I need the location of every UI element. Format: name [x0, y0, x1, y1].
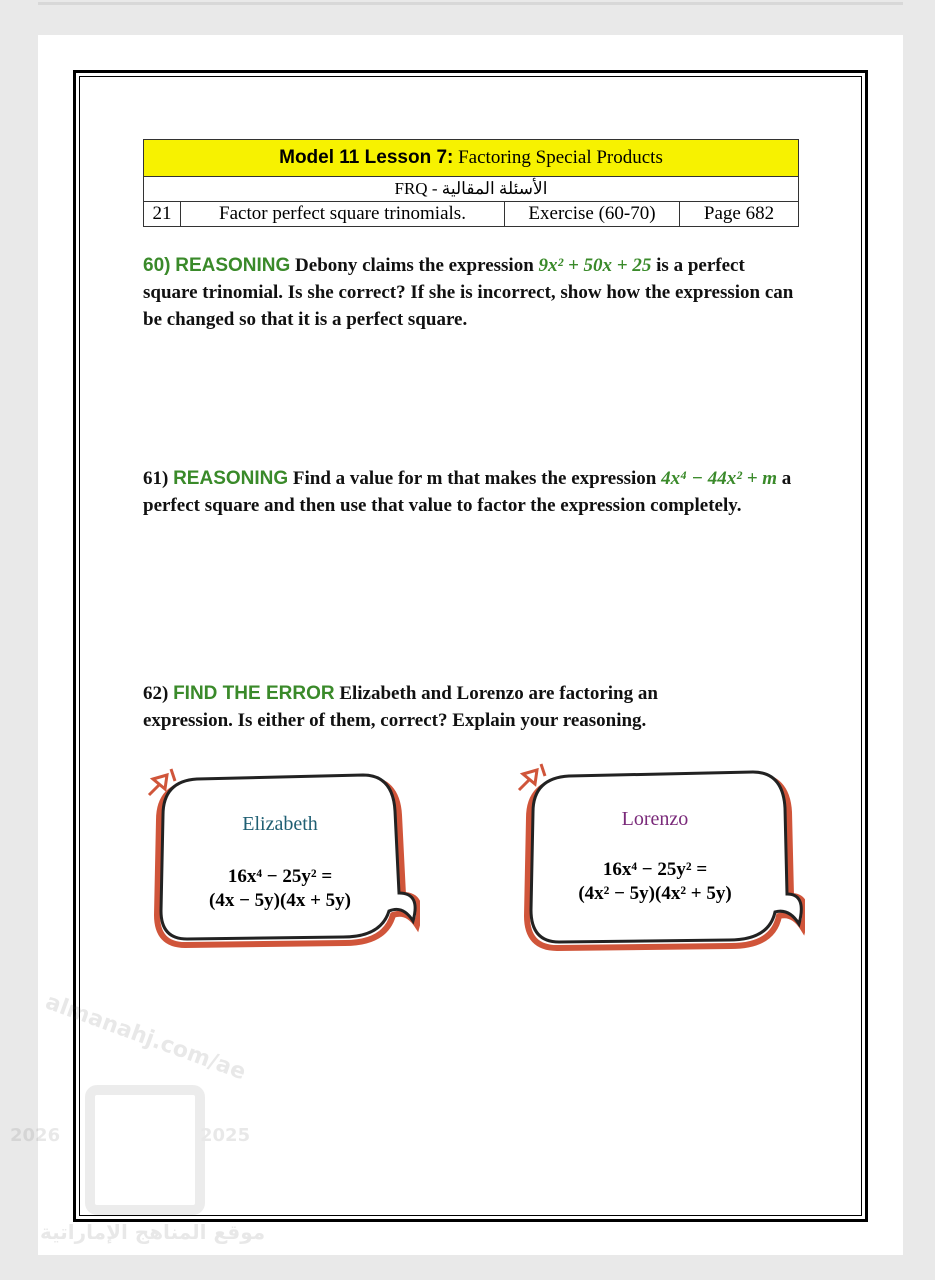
speech-bubble-elizabeth [145, 765, 420, 950]
question-62: 62) FIND THE ERROR Elizabeth and Lorenzo are factoring an expression. Is either of them, correct? Explain your reasoning. [143, 683, 658, 731]
exercise-range: Exercise (60-70) [505, 202, 680, 227]
speech-bubble-lorenzo [515, 760, 805, 955]
question-61: 61) REASONING Find a value for m that makes the expression 4x⁴ − 44x² + m a perfect square and then use that value to factor the expression completely. [143, 468, 792, 516]
page-number: Page 682 [680, 202, 799, 227]
lesson-header-table [143, 139, 799, 227]
bubble-shape [145, 765, 420, 950]
top-divider [38, 2, 903, 5]
bubble-name: Elizabeth [242, 813, 318, 835]
question-60: 60) REASONING Debony claims the expression 9x² + 50x + 25 is a perfect square trinomial. Is she correct? If she is incorrect, show how the expression can be changed so that it is a perfect square. [143, 255, 794, 330]
bubble-equation: 16x⁴ − 25y² = (4x² − 5y)(4x² + 5y) [578, 859, 732, 904]
objective-text: Factor perfect square trinomials. [181, 202, 505, 227]
section-subtitle: FRQ - الأسئلة المقالية [144, 177, 799, 202]
bubble-equation: 16x⁴ − 25y² = (4x − 5y)(4x + 5y) [209, 866, 351, 911]
watermark-logo: almanahj.com/ae 2026 2025 موقع المناهج الإماراتية [10, 989, 266, 1244]
bubble-name: Lorenzo [621, 808, 689, 830]
objective-number: 21 [144, 202, 181, 227]
lesson-title: Model 11 Lesson 7: Factoring Special Products [144, 140, 799, 177]
